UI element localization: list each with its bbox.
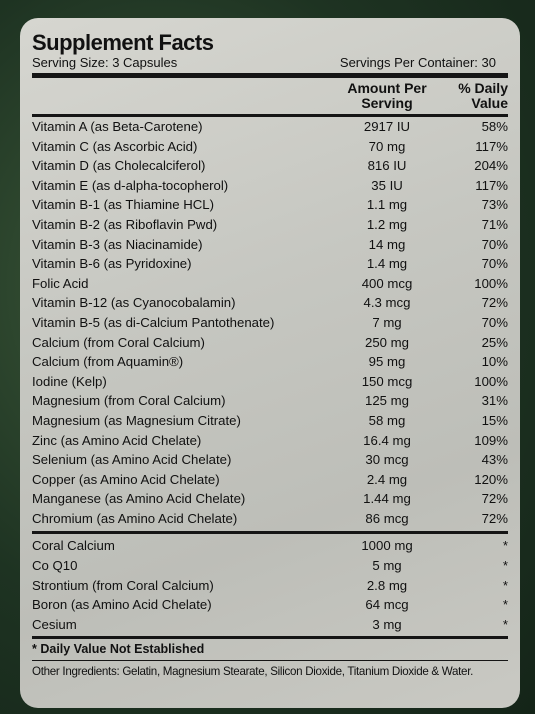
nutrient-row	[32, 195, 508, 215]
nutrient-row	[32, 372, 508, 392]
nutrient-daily-value: 120%	[474, 471, 508, 487]
nutrient-name: Vitamin C (as Ascorbic Acid)	[32, 138, 198, 154]
nutrient-daily-value: 100%	[474, 275, 508, 291]
nutrient-name: Iodine (Kelp)	[32, 373, 107, 389]
nutrient-row	[32, 293, 508, 313]
nutrient-row	[32, 117, 508, 137]
nutrient-daily-value: 70%	[481, 314, 508, 330]
nutrient-row	[32, 450, 508, 470]
nutrient-amount: 58 mg	[368, 412, 406, 428]
nutrient-name: Strontium (from Coral Calcium)	[32, 577, 214, 593]
serving-info	[32, 55, 508, 70]
nutrient-amount: 1.4 mg	[366, 256, 408, 272]
nutrient-name: Copper (as Amino Acid Chelate)	[32, 471, 220, 487]
nutrient-daily-value: 25%	[481, 334, 508, 350]
nutrient-amount: 95 mg	[368, 354, 406, 370]
nutrient-amount: 150 mcg	[361, 373, 413, 389]
nutrient-amount: 3 mg	[372, 616, 402, 632]
nutrient-row	[32, 137, 508, 157]
nutrient-name: Vitamin B-12 (as Cyanocobalamin)	[32, 295, 236, 311]
nutrient-daily-value: *	[502, 577, 508, 593]
nutrient-name: Vitamin E (as d-alpha-tocopherol)	[32, 177, 229, 193]
other-ingredients: Other Ingredients: Gelatin, Magnesium Stearate, Silicon Dioxide, Titanium Dioxide & Water.	[32, 665, 474, 679]
nutrient-daily-value: *	[502, 616, 508, 632]
nutrient-row	[32, 411, 508, 431]
nutrient-name: Chromium (as Amino Acid Chelate)	[32, 510, 238, 526]
servings-per-container: Servings Per Container: 30	[339, 55, 496, 70]
nutrient-row	[32, 352, 508, 372]
nutrient-daily-value: 10%	[481, 354, 508, 370]
nutrient-amount: 250 mg	[365, 334, 409, 350]
header-amount: Amount Per Serving	[347, 80, 427, 111]
nutrient-daily-value: 58%	[481, 119, 508, 134]
nutrient-name: Calcium (from Coral Calcium)	[32, 334, 205, 350]
nutrient-row	[32, 156, 508, 176]
nutrient-daily-value: 72%	[481, 295, 508, 311]
nutrient-amount: 70 mg	[368, 138, 406, 154]
nutrient-name: Vitamin B-3 (as Niacinamide)	[32, 236, 203, 252]
nutrient-daily-value: 43%	[481, 452, 508, 468]
nutrient-name: Manganese (as Amino Acid Chelate)	[32, 491, 246, 507]
nutrient-name: Coral Calcium	[32, 538, 115, 554]
nutrient-row	[32, 215, 508, 235]
nutrient-amount: 816 IU	[367, 158, 407, 174]
nutrient-daily-value: 70%	[481, 256, 508, 272]
supplement-facts-panel	[20, 18, 520, 708]
nutrient-name: Zinc (as Amino Acid Chelate)	[32, 432, 202, 448]
nutrient-row	[32, 536, 508, 556]
nutrient-amount: 5 mg	[372, 558, 402, 574]
nutrient-name: Boron (as Amino Acid Chelate)	[32, 597, 212, 613]
nutrient-daily-value: 117%	[475, 177, 508, 193]
nutrient-row	[32, 509, 508, 529]
column-header	[32, 78, 508, 114]
nutrient-daily-value: 72%	[481, 510, 508, 526]
nutrient-row	[32, 313, 508, 333]
nutrient-daily-value: 109%	[474, 432, 508, 448]
nutrient-row	[32, 576, 508, 596]
nutrient-daily-value: 71%	[481, 216, 508, 232]
nutrient-name: Vitamin D (as Cholecalciferol)	[32, 158, 206, 174]
nutrient-row	[32, 176, 508, 196]
nutrient-row	[32, 615, 508, 635]
nutrient-daily-value: 70%	[481, 236, 508, 252]
nutrient-row	[32, 235, 508, 255]
nutrient-amount: 16.4 mg	[363, 432, 411, 448]
other-nutrient-list	[32, 534, 508, 634]
nutrient-amount: 7 mg	[372, 314, 402, 330]
nutrient-daily-value: *	[502, 597, 508, 613]
nutrient-amount: 1.1 mg	[366, 197, 408, 213]
nutrient-name: Cesium	[32, 616, 77, 632]
nutrient-name: Calcium (from Aquamin®)	[32, 354, 184, 370]
nutrient-amount: 2.4 mg	[366, 471, 408, 487]
nutrient-row	[32, 274, 508, 294]
nutrient-amount: 2917 IU	[363, 119, 411, 134]
nutrient-amount: 1.44 mg	[363, 491, 411, 507]
nutrient-amount: 86 mcg	[365, 510, 409, 526]
nutrient-row	[32, 254, 508, 274]
nutrient-amount: 14 mg	[368, 236, 406, 252]
nutrient-amount: 400 mcg	[361, 275, 413, 291]
nutrient-daily-value: *	[502, 558, 508, 574]
nutrient-amount: 2.8 mg	[366, 577, 408, 593]
nutrient-name: Co Q10	[32, 558, 78, 574]
nutrient-daily-value: 204%	[474, 158, 508, 174]
nutrient-daily-value: 72%	[481, 491, 508, 507]
nutrient-amount: 4.3 mcg	[363, 295, 411, 311]
nutrient-daily-value: *	[502, 538, 508, 554]
nutrient-amount: 1000 mg	[361, 538, 413, 554]
nutrient-name: Magnesium (from Coral Calcium)	[32, 393, 226, 409]
serving-size: Serving Size: 3 Capsules	[32, 55, 178, 70]
nutrient-daily-value: 15%	[481, 412, 508, 428]
nutrient-daily-value: 100%	[474, 373, 508, 389]
nutrient-daily-value: 73%	[481, 197, 508, 213]
nutrient-row	[32, 470, 508, 490]
nutrient-name: Magnesium (as Magnesium Citrate)	[32, 412, 241, 428]
header-daily-value: % Daily Value	[458, 80, 508, 111]
nutrient-row	[32, 431, 508, 451]
nutrient-amount: 125 mg	[365, 393, 409, 409]
nutrient-amount: 30 mcg	[365, 452, 409, 468]
nutrient-amount: 35 IU	[371, 177, 403, 193]
nutrient-row	[32, 391, 508, 411]
nutrient-row	[32, 489, 508, 509]
nutrient-row	[32, 556, 508, 576]
nutrient-name: Folic Acid	[32, 275, 89, 291]
nutrient-daily-value: 117%	[475, 138, 508, 154]
nutrient-name: Vitamin B-6 (as Pyridoxine)	[32, 256, 192, 272]
nutrient-name: Vitamin B-1 (as Thiamine HCL)	[32, 197, 215, 213]
nutrient-name: Vitamin B-2 (as Riboflavin Pwd)	[32, 216, 218, 232]
nutrient-name: Vitamin A (as Beta-Carotene)	[32, 119, 203, 134]
nutrient-row	[32, 333, 508, 353]
nutrient-amount: 64 mcg	[365, 597, 409, 613]
nutrient-row	[32, 595, 508, 615]
nutrient-list	[32, 117, 508, 528]
nutrient-name: Selenium (as Amino Acid Chelate)	[32, 452, 232, 468]
label-title: Supplement Facts	[32, 30, 214, 55]
footnote: * Daily Value Not Established	[32, 642, 205, 657]
nutrient-daily-value: 31%	[481, 393, 508, 409]
nutrient-amount: 1.2 mg	[366, 216, 408, 232]
nutrient-name: Vitamin B-5 (as di-Calcium Pantothenate)	[32, 314, 275, 330]
